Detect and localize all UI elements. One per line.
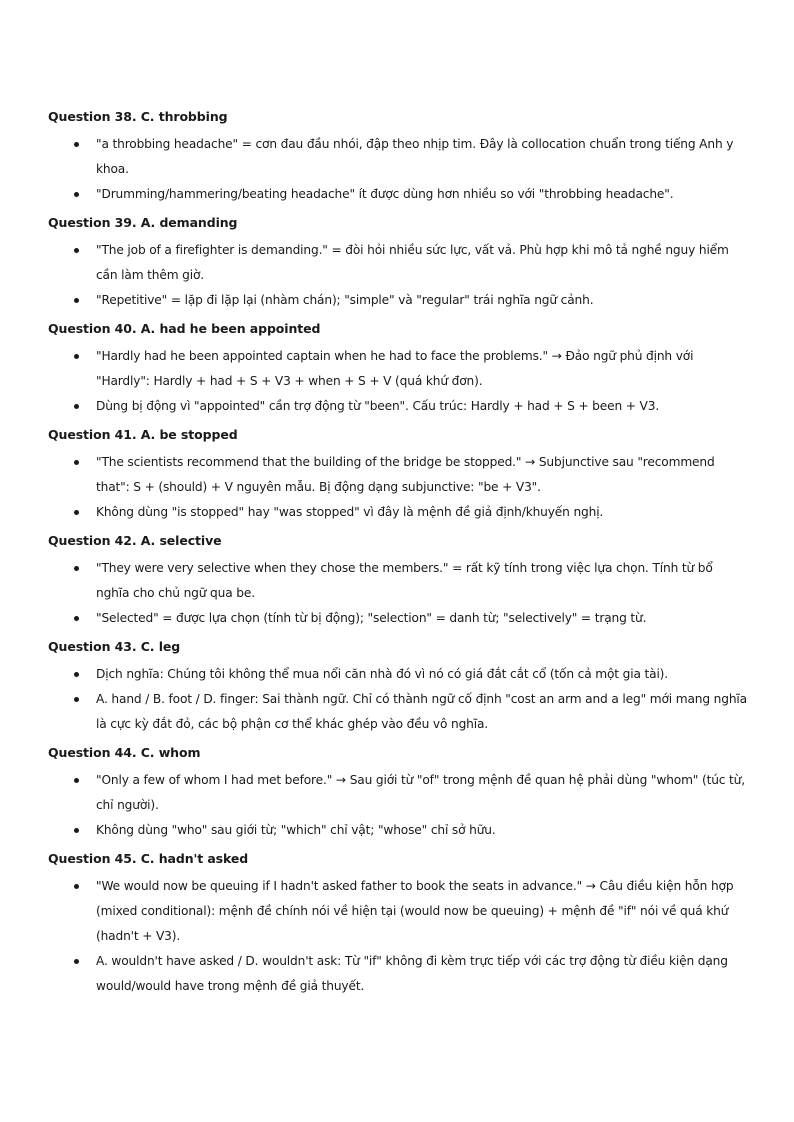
bullet-icon	[74, 884, 79, 889]
explanation-text: Dùng bị động vì "appointed" cần trợ động từ "been". Cấu trúc: Hardly + had + S + been + V3.	[96, 399, 660, 413]
explanation-text: A. hand / B. foot / D. finger: Sai thành ngữ. Chỉ có thành ngữ cố định "cost an arm and a leg" mới mang nghĩa là cực kỳ đắt đỏ, các bộ phận cơ thể khác ghép vào đều vô nghĩa.	[96, 692, 747, 731]
bullet-icon	[74, 672, 79, 677]
question-title: Question 41. A. be stopped	[48, 427, 238, 442]
question-44	[48, 744, 748, 843]
explanation-item	[48, 556, 748, 606]
explanation-text: "a throbbing headache" = cơn đau đầu nhói, đập theo nhịp tim. Đây là collocation chuẩn trong tiếng Anh y khoa.	[96, 137, 734, 176]
explanation-list	[48, 450, 748, 525]
question-42	[48, 532, 748, 631]
explanation-item	[48, 450, 748, 500]
explanation-list	[48, 874, 748, 999]
question-title: Question 38. C. throbbing	[48, 109, 228, 124]
explanation-list	[48, 662, 748, 737]
explanation-item	[48, 606, 748, 631]
explanation-text: "Hardly had he been appointed captain when he had to face the problems." → Đảo ngữ phủ định với "Hardly": Hardly + had + S + V3 + when + S + V (quá khứ đơn).	[96, 349, 694, 388]
bullet-icon	[74, 959, 79, 964]
explanation-item	[48, 344, 748, 394]
explanation-text: "They were very selective when they chose the members." = rất kỹ tính trong việc lựa chọn. Tính từ bổ nghĩa cho chủ ngữ qua be.	[96, 561, 713, 600]
explanation-list	[48, 556, 748, 631]
question-title: Question 45. C. hadn't asked	[48, 851, 249, 866]
bullet-icon	[74, 778, 79, 783]
explanation-list	[48, 132, 748, 207]
explanation-text: Không dùng "who" sau giới từ; "which" chỉ vật; "whose" chỉ sở hữu.	[96, 823, 496, 837]
explanation-item	[48, 768, 748, 818]
question-39	[48, 214, 748, 313]
explanation-item	[48, 662, 748, 687]
bullet-icon	[74, 510, 79, 515]
bullet-icon	[74, 566, 79, 571]
explanation-list	[48, 238, 748, 313]
explanation-item	[48, 687, 748, 737]
bullet-icon	[74, 697, 79, 702]
question-title: Question 44. C. whom	[48, 745, 201, 760]
question-45	[48, 850, 748, 999]
bullet-icon	[74, 142, 79, 147]
explanation-text: A. wouldn't have asked / D. wouldn't ask: Từ "if" không đi kèm trực tiếp với các trợ động từ điều kiện dạng would/would have trong mệnh đề giả thuyết.	[96, 954, 728, 993]
bullet-icon	[74, 460, 79, 465]
explanation-item	[48, 949, 748, 999]
explanation-text: "Only a few of whom I had met before." → Sau giới từ "of" trong mệnh đề quan hệ phải dùng "whom" (túc từ, chỉ người).	[96, 773, 745, 812]
bullet-icon	[74, 248, 79, 253]
explanation-item	[48, 132, 748, 182]
bullet-icon	[74, 828, 79, 833]
question-title: Question 43. C. leg	[48, 639, 181, 654]
question-title: Question 42. A. selective	[48, 533, 222, 548]
bullet-icon	[74, 404, 79, 409]
explanation-text: "The scientists recommend that the building of the bridge be stopped." → Subjunctive sau "recommend that": S + (should) + V nguyên mẫu. Bị động dạng subjunctive: "be + V3".	[96, 455, 715, 494]
question-title: Question 39. A. demanding	[48, 215, 238, 230]
explanation-list	[48, 344, 748, 419]
explanation-text: "We would now be queuing if I hadn't asked father to book the seats in advance." → Câu điều kiện hỗn hợp (mixed conditional): mệnh đề chính nói về hiện tại (would now be queuing) + mệnh đề "if" nói về quá khứ (hadn't + V3).	[96, 879, 734, 943]
explanation-text: "Selected" = được lựa chọn (tính từ bị động); "selection" = danh từ; "selectively" = trạng từ.	[96, 611, 647, 625]
explanation-item	[48, 394, 748, 419]
explanation-item	[48, 182, 748, 207]
bullet-icon	[74, 298, 79, 303]
explanation-item	[48, 874, 748, 949]
question-41	[48, 426, 748, 525]
bullet-icon	[74, 354, 79, 359]
bullet-icon	[74, 616, 79, 621]
explanation-text: "The job of a firefighter is demanding." = đòi hỏi nhiều sức lực, vất vả. Phù hợp khi mô tả nghề nguy hiểm cần làm thêm giờ.	[96, 243, 729, 282]
explanation-text: "Drumming/hammering/beating headache" ít được dùng hơn nhiều so với "throbbing headache".	[96, 187, 674, 201]
explanation-item	[48, 500, 748, 525]
explanation-list	[48, 768, 748, 843]
explanation-item	[48, 288, 748, 313]
explanation-text: "Repetitive" = lặp đi lặp lại (nhàm chán); "simple" và "regular" trái nghĩa ngữ cảnh.	[96, 293, 594, 307]
explanation-text: Không dùng "is stopped" hay "was stopped" vì đây là mệnh đề giả định/khuyến nghị.	[96, 505, 604, 519]
explanation-item	[48, 818, 748, 843]
question-38	[48, 108, 748, 207]
bullet-icon	[74, 192, 79, 197]
answer-explanations	[48, 108, 748, 999]
question-40	[48, 320, 748, 419]
question-43	[48, 638, 748, 737]
explanation-text: Dịch nghĩa: Chúng tôi không thể mua nổi căn nhà đó vì nó có giá đắt cắt cổ (tốn cả một gia tài).	[96, 667, 669, 681]
explanation-item	[48, 238, 748, 288]
question-title: Question 40. A. had he been appointed	[48, 321, 321, 336]
